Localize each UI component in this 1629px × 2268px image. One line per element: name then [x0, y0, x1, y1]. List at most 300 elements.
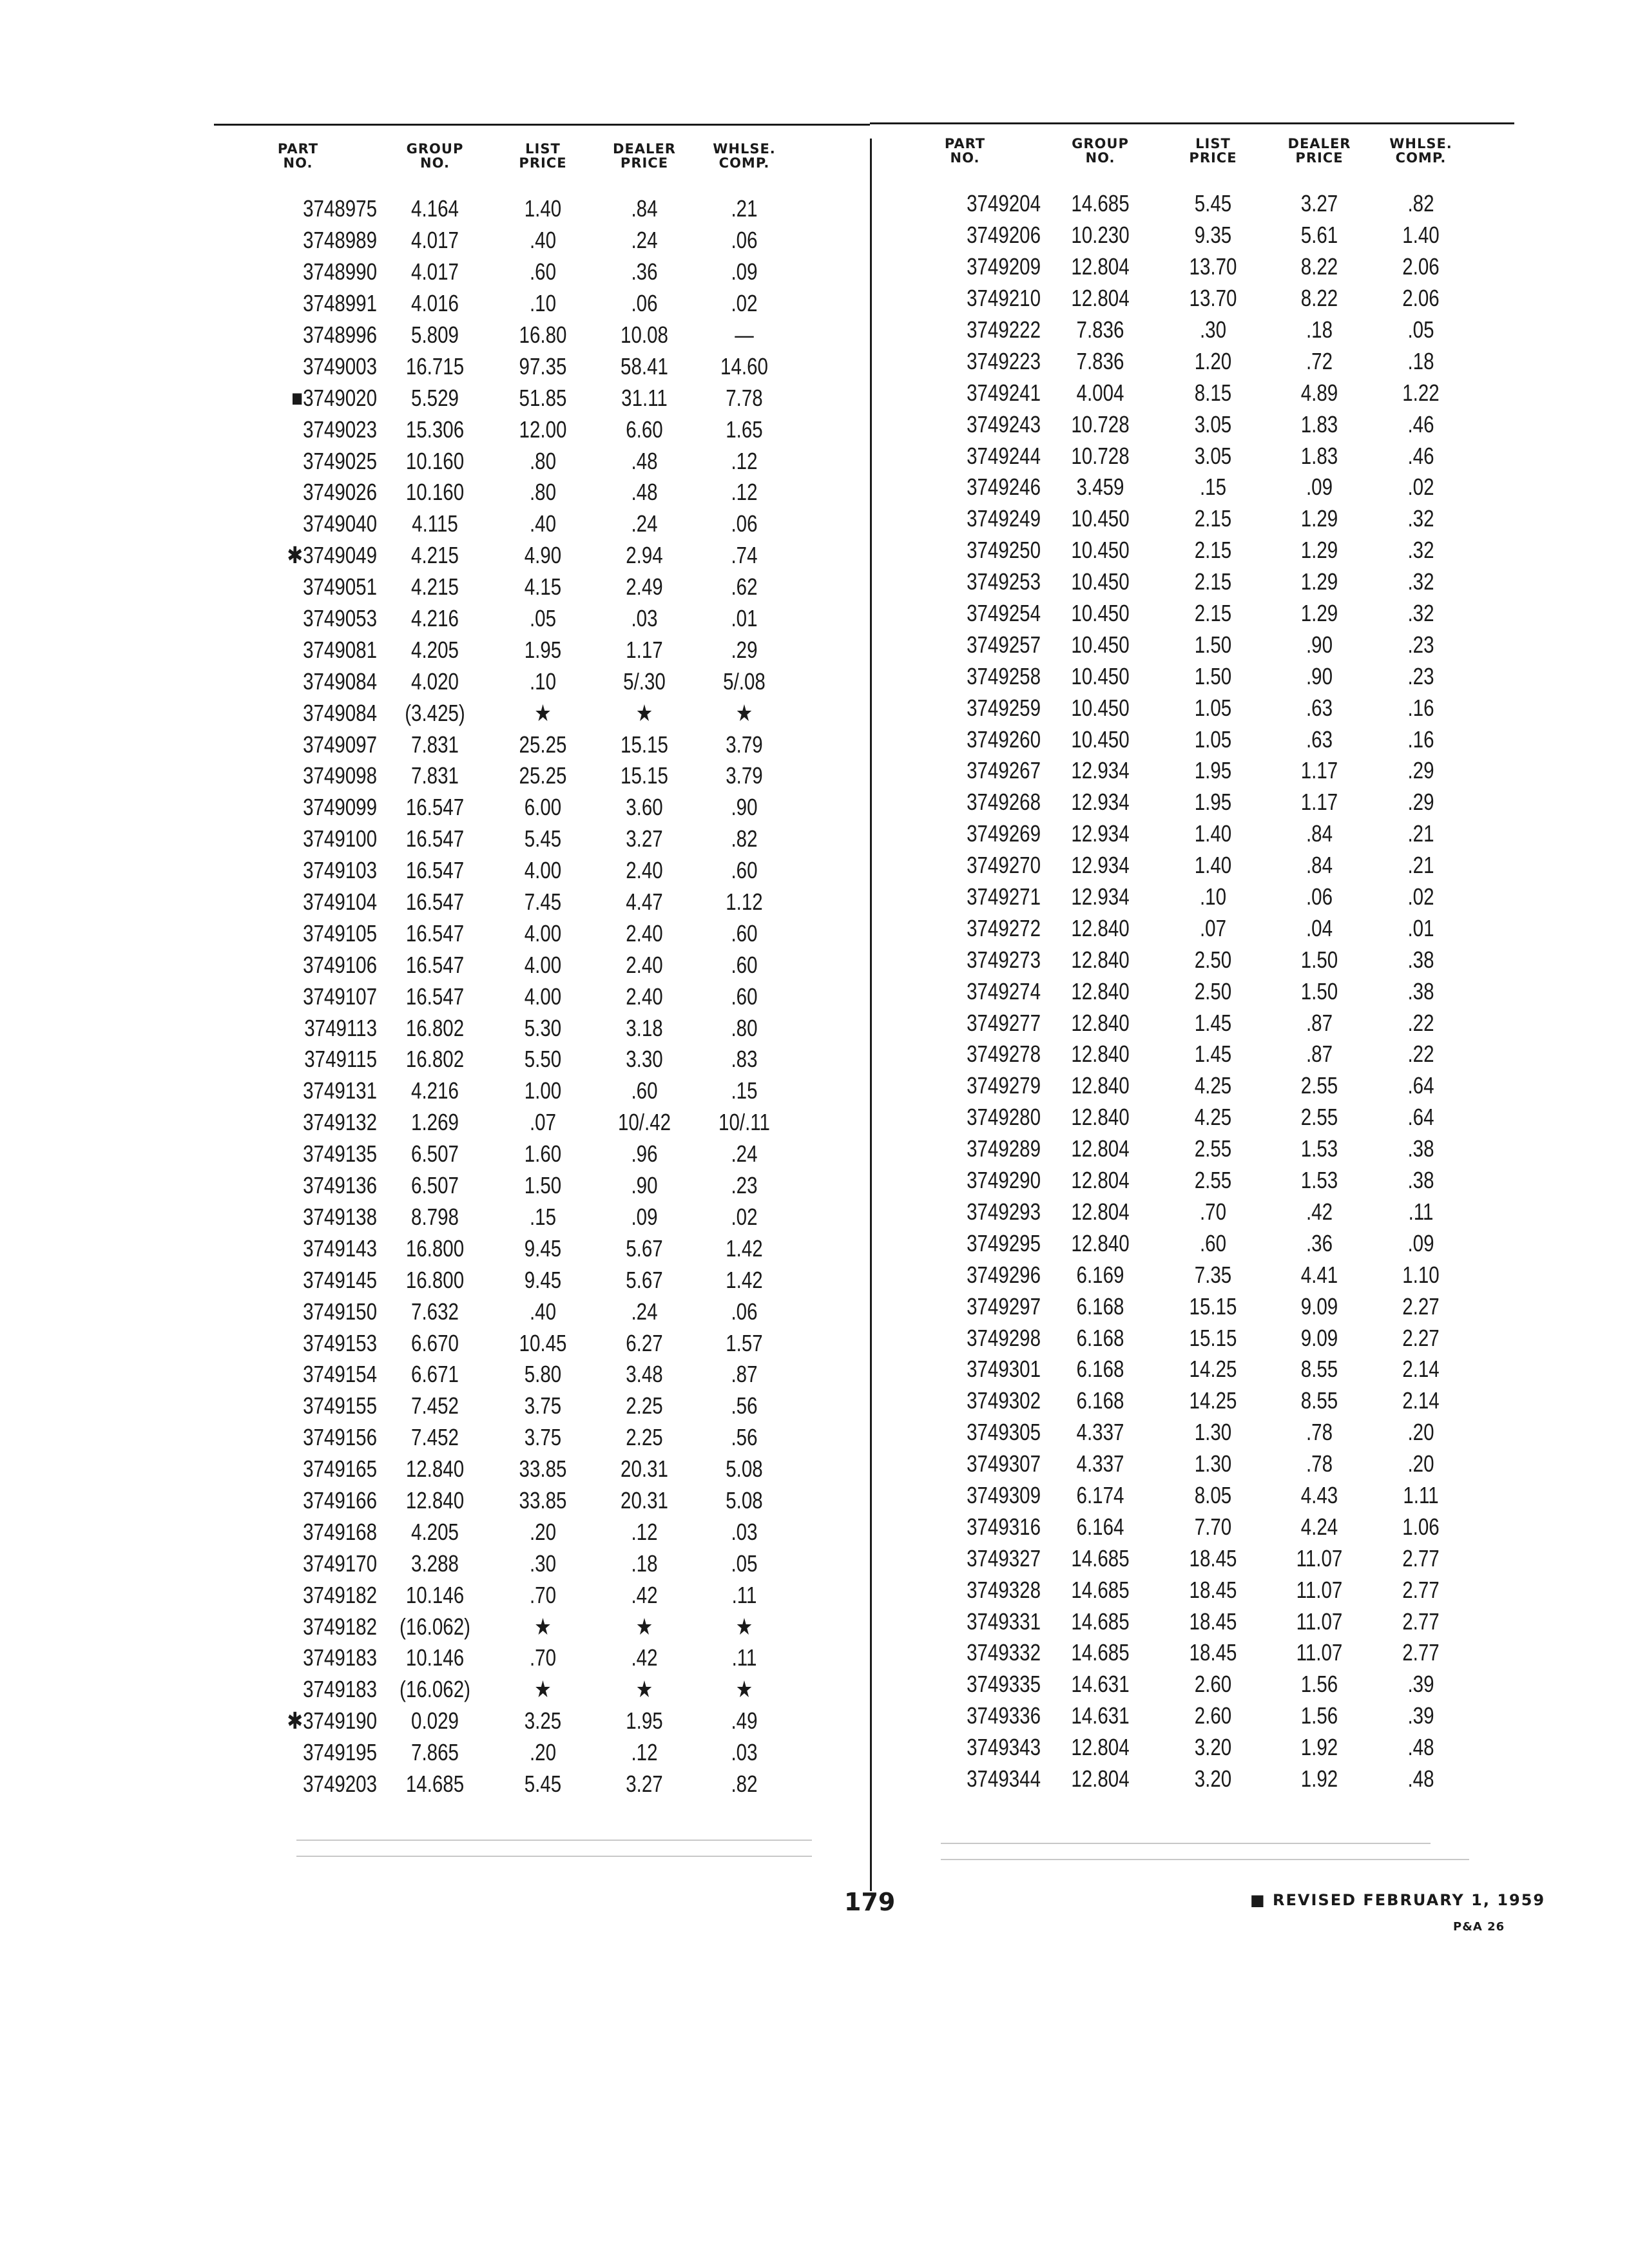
table-row: [889, 598, 1521, 629]
part-no-cell: 3749136: [303, 1172, 377, 1199]
part-no-cell: 3749335: [967, 1671, 1041, 1698]
group-no-cell: 14.685: [1071, 190, 1130, 217]
group-no-cell: 12.934: [1071, 852, 1130, 879]
whlse-comp-cell: 10/.11: [718, 1109, 770, 1136]
list-price-cell: 3.75: [524, 1392, 562, 1419]
whlse-comp-cell: .11: [731, 1581, 757, 1608]
group-no-cell: 12.840: [1071, 977, 1130, 1004]
whlse-comp-cell: .32: [1407, 505, 1434, 532]
part-no-cell: 3749107: [303, 983, 377, 1010]
table-row: [219, 1202, 838, 1233]
table-row: [889, 975, 1521, 1007]
whlse-comp-cell: .56: [731, 1424, 758, 1451]
part-no-cell: 3749155: [303, 1392, 377, 1419]
list-price-cell: 8.05: [1194, 1481, 1232, 1508]
whlse-comp-cell: ★: [735, 1676, 753, 1703]
table-row: [219, 887, 838, 918]
table-row: [219, 572, 838, 603]
list-price-cell: 3.05: [1194, 410, 1232, 437]
part-no-cell: 3749223: [967, 347, 1041, 374]
part-no-cell: 3749222: [967, 316, 1041, 343]
whlse-comp-cell: .23: [1407, 631, 1434, 658]
whlse-comp-cell: .38: [1407, 946, 1434, 973]
whlse-comp-cell: 2.77: [1402, 1544, 1440, 1571]
whlse-comp-cell: .11: [731, 1644, 757, 1671]
whlse-comp-cell: .22: [1407, 1009, 1434, 1036]
part-no-cell: 3749301: [967, 1356, 1041, 1383]
whlse-comp-cell: 2.06: [1402, 253, 1440, 280]
dealer-price-cell: 10.08: [621, 322, 668, 348]
whlse-comp-cell: 2.06: [1402, 285, 1440, 312]
group-no-cell: 7.831: [411, 731, 459, 758]
table-row: [219, 1390, 838, 1422]
group-no-cell: 6.164: [1076, 1513, 1124, 1540]
table-row: [219, 1737, 838, 1769]
table-row: [889, 1732, 1521, 1763]
group-no-cell: 10.230: [1071, 222, 1130, 249]
table-row: [889, 220, 1521, 251]
part-no-cell: 3749302: [967, 1387, 1041, 1414]
part-no-cell: 3749296: [967, 1261, 1041, 1288]
part-no-cell: 3749273: [967, 946, 1041, 973]
part-no-cell: 3748990: [303, 258, 377, 285]
table-row: [219, 1107, 838, 1139]
dealer-price-cell: 5/.30: [623, 668, 666, 695]
part-no-cell: 3748991: [303, 290, 377, 317]
table-row: [219, 666, 838, 697]
list-price-cell: .70: [529, 1581, 557, 1608]
list-price-cell: 8.15: [1194, 379, 1232, 406]
list-price-cell: .20: [529, 1518, 557, 1545]
group-no-cell: 16.547: [405, 951, 465, 978]
whlse-comp-cell: .64: [1407, 1104, 1434, 1131]
part-no-cell: 3749183: [303, 1676, 377, 1703]
table-row: [219, 1674, 838, 1706]
dealer-price-cell: 1.83: [1300, 410, 1338, 437]
group-no-cell: 14.631: [1071, 1702, 1130, 1729]
list-price-cell: 9.45: [524, 1266, 562, 1293]
dealer-price-cell: 1.50: [1300, 946, 1338, 973]
dealer-price-cell: .18: [1306, 316, 1333, 343]
faint-rule: [941, 1843, 1431, 1844]
list-price-cell: .70: [529, 1644, 557, 1671]
dealer-price-cell: .24: [631, 510, 658, 537]
list-price-cell: 2.50: [1194, 977, 1232, 1004]
table-row: [889, 1227, 1521, 1259]
group-no-cell: 10.450: [1071, 662, 1130, 689]
dealer-price-cell: .78: [1306, 1450, 1333, 1477]
group-no-cell: 6.168: [1076, 1387, 1124, 1414]
part-no-cell: 3749254: [967, 600, 1041, 627]
list-price-cell: 1.50: [1194, 662, 1232, 689]
part-no-cell: 3749100: [303, 825, 377, 852]
list-price-cell: 1.40: [1194, 820, 1232, 847]
group-no-cell: 10.450: [1071, 694, 1130, 721]
table-row: [889, 660, 1521, 692]
table-row: [889, 1291, 1521, 1322]
table-row: [219, 414, 838, 445]
list-price-cell: 18.45: [1189, 1544, 1237, 1571]
group-no-cell: 10.450: [1071, 505, 1130, 532]
header-list-price: LIST PRICE: [1189, 136, 1237, 166]
right-header: [889, 137, 1521, 188]
dealer-price-cell: 1.92: [1300, 1765, 1338, 1792]
whlse-comp-cell: .12: [731, 479, 758, 506]
table-row: [889, 1196, 1521, 1228]
list-price-cell: .30: [529, 1550, 557, 1577]
part-no-cell: 3749195: [303, 1739, 377, 1766]
dealer-price-cell: .90: [631, 1172, 658, 1199]
part-no-cell: 3749260: [967, 726, 1041, 753]
part-no-cell: 3749328: [967, 1576, 1041, 1603]
group-no-cell: (16.062): [400, 1613, 470, 1640]
whlse-comp-cell: —: [735, 322, 754, 348]
part-no-cell: 3749246: [967, 474, 1041, 501]
whlse-comp-cell: 2.14: [1402, 1387, 1440, 1414]
list-price-cell: .40: [529, 1298, 557, 1325]
whlse-comp-cell: .24: [731, 1140, 758, 1168]
dealer-price-cell: 2.40: [626, 983, 663, 1010]
part-no-cell: 3749026: [303, 479, 377, 506]
whlse-comp-cell: .83: [731, 1046, 758, 1073]
part-no-cell: 3749103: [303, 857, 377, 884]
whlse-comp-cell: .48: [1407, 1765, 1434, 1792]
table-row: [889, 1606, 1521, 1637]
list-price-cell: 3.25: [524, 1707, 562, 1735]
group-no-cell: 4.020: [411, 668, 459, 695]
whlse-comp-cell: 2.77: [1402, 1639, 1440, 1666]
group-no-cell: 4.205: [411, 636, 459, 663]
table-row: [219, 1296, 838, 1327]
whlse-comp-cell: .38: [1407, 977, 1434, 1004]
group-no-cell: 10.146: [405, 1644, 465, 1671]
group-no-cell: 7.452: [411, 1424, 459, 1451]
group-no-cell: 3.288: [411, 1550, 459, 1577]
dealer-price-cell: 3.27: [626, 825, 663, 852]
table-row: [889, 472, 1521, 503]
list-price-cell: 18.45: [1189, 1639, 1237, 1666]
list-price-cell: .60: [529, 258, 557, 285]
group-no-cell: 7.836: [1076, 347, 1124, 374]
table-row: [219, 320, 838, 351]
dealer-price-cell: .42: [631, 1644, 658, 1671]
whlse-comp-cell: .20: [1407, 1419, 1434, 1446]
list-price-cell: 1.95: [1194, 757, 1232, 784]
list-price-cell: 7.45: [524, 889, 562, 916]
table-row: [219, 792, 838, 823]
group-no-cell: 16.800: [405, 1266, 465, 1293]
dealer-price-cell: 2.55: [1300, 1104, 1338, 1131]
table-row: [219, 382, 838, 414]
whlse-comp-cell: 1.42: [726, 1235, 763, 1262]
table-row: [219, 1548, 838, 1579]
dealer-price-cell: 20.31: [621, 1456, 668, 1483]
list-price-cell: .80: [529, 447, 557, 474]
dealer-price-cell: 11.07: [1296, 1608, 1343, 1635]
part-no-cell: 3749344: [967, 1765, 1041, 1792]
table-row: [219, 1075, 838, 1107]
part-no-cell: 3749182: [303, 1613, 377, 1640]
list-price-cell: 1.00: [524, 1077, 562, 1104]
table-row: [219, 697, 838, 729]
part-no-cell: 3749098: [303, 762, 377, 789]
list-price-cell: .10: [1199, 883, 1227, 910]
group-no-cell: 14.631: [1071, 1671, 1130, 1698]
whlse-comp-cell: .09: [1407, 1229, 1434, 1256]
table-row: [889, 1102, 1521, 1133]
group-no-cell: 6.507: [411, 1172, 459, 1199]
group-no-cell: 4.337: [1076, 1450, 1124, 1477]
table-row: [889, 944, 1521, 975]
whlse-comp-cell: 2.77: [1402, 1576, 1440, 1603]
list-price-cell: 1.20: [1194, 347, 1232, 374]
dealer-price-cell: 4.43: [1300, 1481, 1338, 1508]
table-row: [219, 288, 838, 320]
whlse-comp-cell: .20: [1407, 1450, 1434, 1477]
dealer-price-cell: 1.29: [1300, 568, 1338, 595]
table-row: [219, 823, 838, 855]
list-price-cell: 15.15: [1189, 1324, 1237, 1351]
part-no-cell: 3749183: [303, 1644, 377, 1671]
dealer-price-cell: 1.29: [1300, 600, 1338, 627]
group-no-cell: 15.306: [405, 416, 465, 443]
whlse-comp-cell: 7.78: [726, 384, 763, 411]
whlse-comp-cell: .82: [731, 1770, 758, 1797]
table-row: [219, 1611, 838, 1642]
group-no-cell: 12.804: [1071, 253, 1130, 280]
table-row: [219, 949, 838, 981]
group-no-cell: 6.670: [411, 1329, 459, 1356]
group-no-cell: 16.547: [405, 919, 465, 947]
dealer-price-cell: .09: [1306, 474, 1333, 501]
part-no-cell: ✱3749049: [287, 542, 377, 569]
table-row: [219, 1233, 838, 1264]
group-no-cell: 12.804: [1071, 1734, 1130, 1761]
group-no-cell: 4.017: [411, 227, 459, 254]
part-no-cell: 3749145: [303, 1266, 377, 1293]
table-row: [219, 1706, 838, 1737]
group-no-cell: 12.934: [1071, 883, 1130, 910]
group-no-cell: 6.168: [1076, 1356, 1124, 1383]
table-row: [889, 1385, 1521, 1417]
whlse-comp-cell: ★: [735, 699, 753, 726]
table-row: [219, 918, 838, 949]
whlse-comp-cell: .03: [731, 1518, 758, 1545]
part-no-cell: 3749327: [967, 1544, 1041, 1571]
group-no-cell: 16.547: [405, 889, 465, 916]
group-no-cell: 1.269: [411, 1109, 459, 1136]
list-price-cell: 2.55: [1194, 1167, 1232, 1194]
table-row: [889, 1417, 1521, 1448]
dealer-price-cell: .96: [631, 1140, 658, 1168]
group-no-cell: 16.547: [405, 857, 465, 884]
dealer-price-cell: .87: [1306, 1041, 1333, 1068]
list-price-cell: .15: [529, 1203, 557, 1230]
whlse-comp-cell: 1.42: [726, 1266, 763, 1293]
table-row: [889, 755, 1521, 787]
list-price-cell: 1.95: [524, 636, 562, 663]
group-no-cell: 12.840: [1071, 1072, 1130, 1099]
list-price-cell: 4.25: [1194, 1104, 1232, 1131]
list-price-cell: 3.20: [1194, 1734, 1232, 1761]
whlse-comp-cell: 5.08: [726, 1486, 763, 1514]
list-price-cell: 4.00: [524, 919, 562, 947]
dealer-price-cell: 1.53: [1300, 1167, 1338, 1194]
dealer-price-cell: .90: [1306, 631, 1333, 658]
dealer-price-cell: 8.22: [1300, 253, 1338, 280]
part-no-cell: ✱3749190: [287, 1707, 377, 1735]
group-no-cell: 4.004: [1076, 379, 1124, 406]
whlse-comp-cell: 1.11: [1403, 1481, 1439, 1508]
group-no-cell: 16.715: [405, 352, 465, 380]
table-row: [889, 535, 1521, 566]
group-no-cell: 16.802: [405, 1046, 465, 1073]
part-no-cell: 3749206: [967, 222, 1041, 249]
table-row: [219, 729, 838, 760]
part-no-cell: 3748989: [303, 227, 377, 254]
dealer-price-cell: 10/.42: [617, 1109, 671, 1136]
group-no-cell: 4.215: [411, 573, 459, 601]
whlse-comp-cell: 2.27: [1402, 1324, 1440, 1351]
list-price-cell: 1.30: [1194, 1419, 1232, 1446]
list-price-cell: 4.00: [524, 857, 562, 884]
list-price-cell: 3.05: [1194, 442, 1232, 469]
list-price-cell: 2.15: [1194, 568, 1232, 595]
whlse-comp-cell: .46: [1407, 410, 1434, 437]
header-dealer-price: DEALER PRICE: [1287, 136, 1351, 166]
group-no-cell: 0.029: [411, 1707, 459, 1735]
list-price-cell: 5.50: [524, 1046, 562, 1073]
group-no-cell: 8.798: [411, 1203, 459, 1230]
part-no-cell: 3749104: [303, 889, 377, 916]
whlse-comp-cell: .64: [1407, 1072, 1434, 1099]
group-no-cell: 16.800: [405, 1235, 465, 1262]
list-price-cell: .60: [1199, 1229, 1227, 1256]
list-price-cell: 1.45: [1194, 1009, 1232, 1036]
dealer-price-cell: 2.40: [626, 857, 663, 884]
table-row: [889, 912, 1521, 944]
whlse-comp-cell: 1.22: [1402, 379, 1440, 406]
header-group-no: GROUP NO.: [406, 141, 464, 171]
group-no-cell: 12.840: [1071, 1041, 1130, 1068]
part-no-cell: 3749258: [967, 662, 1041, 689]
table-row: [219, 634, 838, 666]
list-price-cell: 12.00: [519, 416, 567, 443]
table-row: [889, 566, 1521, 598]
dealer-price-cell: 4.24: [1300, 1513, 1338, 1540]
group-no-cell: 14.685: [1071, 1608, 1130, 1635]
dealer-price-cell: ★: [635, 699, 653, 726]
part-no-cell: 3749290: [967, 1167, 1041, 1194]
table-row: [219, 193, 838, 225]
group-no-cell: 12.934: [1071, 820, 1130, 847]
dealer-price-cell: .84: [1306, 820, 1333, 847]
part-no-cell: 3749268: [967, 789, 1041, 816]
part-no-cell: 3749316: [967, 1513, 1041, 1540]
part-no-cell: 3749244: [967, 442, 1041, 469]
list-price-cell: 33.85: [519, 1456, 567, 1483]
group-no-cell: 12.840: [1071, 1104, 1130, 1131]
dealer-price-cell: 11.07: [1296, 1544, 1343, 1571]
group-no-cell: 7.452: [411, 1392, 459, 1419]
table-row: [889, 881, 1521, 913]
whlse-comp-cell: .23: [1407, 662, 1434, 689]
group-no-cell: 6.507: [411, 1140, 459, 1168]
part-no-cell: 3749081: [303, 636, 377, 663]
whlse-comp-cell: 1.65: [726, 416, 763, 443]
table-row: [219, 1642, 838, 1674]
whlse-comp-cell: .29: [1407, 789, 1434, 816]
dealer-price-cell: 2.49: [626, 573, 663, 601]
table-row: [889, 408, 1521, 440]
list-price-cell: .30: [1199, 316, 1227, 343]
part-no-cell: 3749025: [303, 447, 377, 474]
whlse-comp-cell: .49: [731, 1707, 758, 1735]
group-no-cell: 10.728: [1071, 442, 1130, 469]
revised-note: ■ REVISED FEBRUARY 1, 1959: [1250, 1891, 1546, 1909]
list-price-cell: 1.50: [524, 1172, 562, 1199]
list-price-cell: .80: [529, 479, 557, 506]
part-no-cell: 3749243: [967, 410, 1041, 437]
table-row: [219, 1139, 838, 1170]
part-no-cell: 3749153: [303, 1329, 377, 1356]
list-price-cell: 6.00: [524, 794, 562, 821]
dealer-price-cell: 1.95: [626, 1707, 663, 1735]
list-price-cell: ★: [534, 1676, 552, 1703]
whlse-comp-cell: .80: [731, 1014, 758, 1041]
part-no-cell: 3749115: [304, 1046, 377, 1073]
dealer-price-cell: 6.27: [626, 1329, 663, 1356]
whlse-comp-cell: .16: [1407, 694, 1434, 721]
list-price-cell: 18.45: [1189, 1576, 1237, 1603]
table-row: [219, 1359, 838, 1390]
list-price-cell: 7.35: [1194, 1261, 1232, 1288]
list-price-cell: 13.70: [1189, 253, 1237, 280]
whlse-comp-cell: .06: [731, 227, 758, 254]
dealer-price-cell: .63: [1306, 726, 1333, 753]
dealer-price-cell: ★: [635, 1613, 653, 1640]
group-no-cell: 12.804: [1071, 285, 1130, 312]
table-row: [219, 1170, 838, 1202]
list-price-cell: 4.15: [524, 573, 562, 601]
whlse-comp-cell: .56: [731, 1392, 758, 1419]
list-price-cell: 2.60: [1194, 1702, 1232, 1729]
dealer-price-cell: 11.07: [1296, 1576, 1343, 1603]
header-whlse-comp: WHLSE. COMP.: [1389, 136, 1452, 166]
dealer-price-cell: .06: [1306, 883, 1333, 910]
dealer-price-cell: 2.94: [626, 542, 663, 569]
table-row: [219, 855, 838, 887]
table-row: [889, 440, 1521, 472]
group-no-cell: 14.685: [1071, 1639, 1130, 1666]
dealer-price-cell: 2.40: [626, 951, 663, 978]
list-price-cell: .70: [1199, 1198, 1227, 1225]
dealer-price-cell: 9.09: [1300, 1324, 1338, 1351]
table-row: [219, 351, 838, 382]
list-price-cell: 4.90: [524, 542, 562, 569]
list-price-cell: 1.45: [1194, 1041, 1232, 1068]
dealer-price-cell: 5.67: [626, 1266, 663, 1293]
top-rule-right: [870, 122, 1514, 124]
table-row: [219, 477, 838, 508]
group-no-cell: 10.450: [1071, 600, 1130, 627]
group-no-cell: 10.450: [1071, 537, 1130, 564]
group-no-cell: 12.840: [1071, 914, 1130, 941]
list-price-cell: 4.00: [524, 983, 562, 1010]
part-no-cell: 3749097: [303, 731, 377, 758]
part-no-cell: 3748975: [303, 195, 377, 222]
left-table-body: [219, 193, 838, 1800]
